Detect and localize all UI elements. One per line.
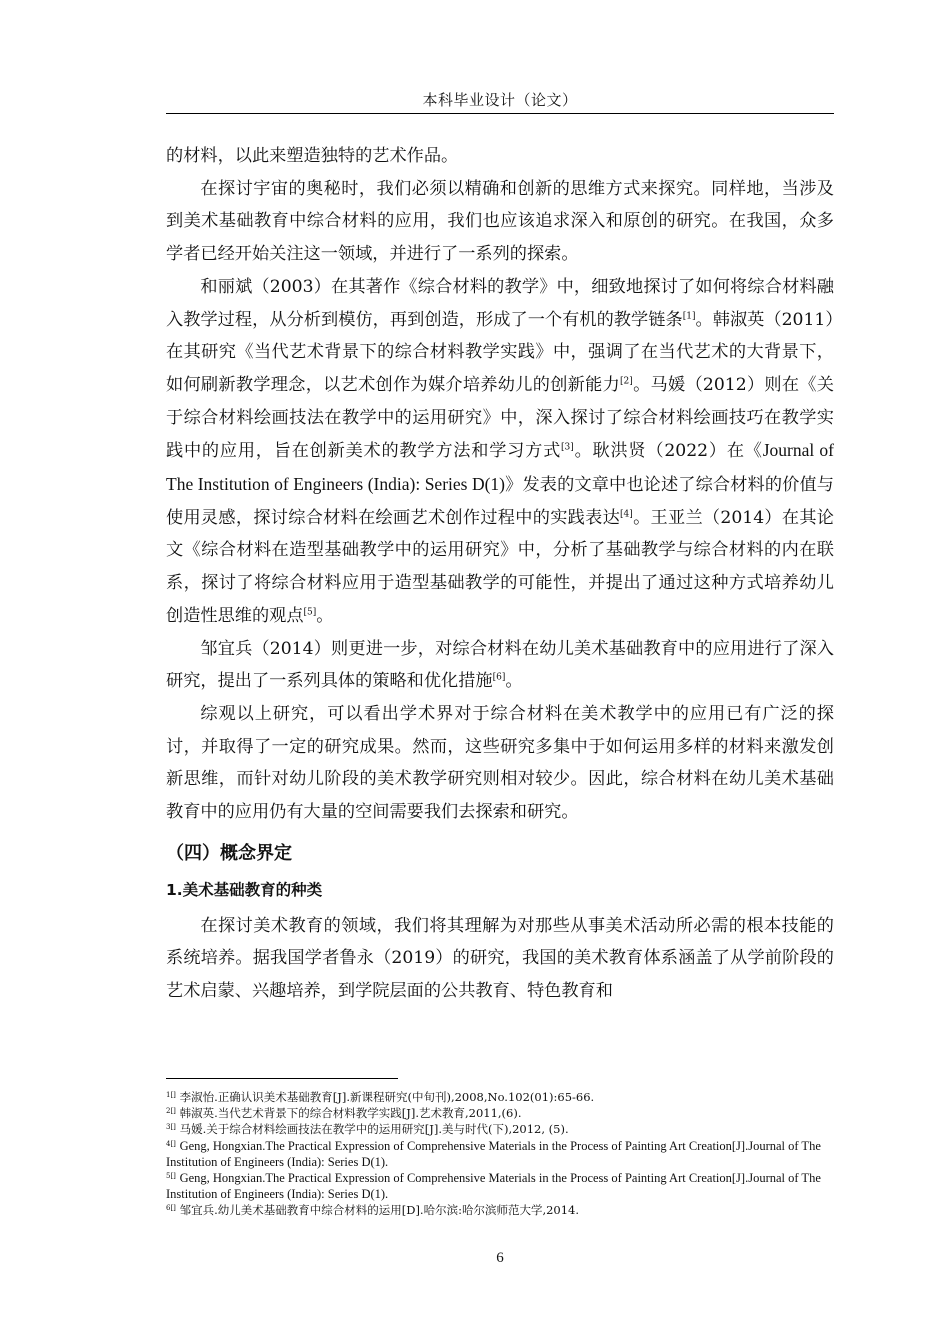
lit-sentence-5: 。王亚兰（2014）在其论文《综合材料在造型基础教学中的运用研究》中，分析了基础教学与综合材料的内在联系，探讨了将综合材料应用于造型基础教学的可能性，并提出了通过这种方式培养幼儿创造性思维的观点 (166, 507, 834, 626)
footnotes (166, 1089, 834, 1219)
citation-ref-2[interactable]: [2] (620, 376, 633, 387)
footnote-text: 马媛.关于综合材料绘画技法在教学中的运用研究[J].美与时代(下),2012, (5). (179, 1122, 569, 1137)
lit-sentence-6: 。 (316, 605, 334, 626)
lit-sentence-4c: 》发表的文章中也论述了综合材料的价值与使用灵感，探讨综合材料在绘画艺术创作过程中的实践表达 (166, 475, 834, 528)
footnote-mark: 1[] (166, 1090, 176, 1099)
paragraph-intro: 在探讨宇宙的奥秘时，我们必须以精确和创新的思维方式来探究。同样地，当涉及到美术基础教育中综合材料的应用，我们也应该追求深入和原创的研究。在我国，众多学者已经开始关注这一领域，并进行了一系列的探索。 (166, 178, 834, 265)
lit-sentence-3: 。马媛（2012）则在《关于综合材料绘画技法在教学中的运用研究》中，深入探讨了综合材料绘画技巧在教学实践中的应用，旨在创新美术的教学方法和学习方式 (166, 374, 834, 462)
citation-ref-6[interactable]: [6] (492, 672, 506, 683)
section-heading: （四）概念界定 (166, 842, 292, 864)
footnote-mark: 2[] (166, 1107, 176, 1116)
footnote (166, 1121, 834, 1137)
body-text (166, 140, 834, 1008)
footnote-text: 邹宜兵.幼儿美术基础教育中综合材料的运用[D].哈尔滨:哈尔滨师范大学,2014. (179, 1203, 580, 1218)
footnote (166, 1105, 834, 1121)
footnote-text: 李淑怡.正确认识美术基础教育[J].新课程研究(中旬刊),2008,No.102(01):65-66. (179, 1090, 595, 1104)
paragraph-literature-review (166, 271, 834, 633)
running-header: 本科毕业设计（论文） (422, 91, 578, 109)
footnote-text: 韩淑英.当代艺术背景下的综合材料教学实践[J].艺术教育,2011,(6). (179, 1106, 522, 1121)
footnote-mark: 4[] (166, 1139, 176, 1148)
citation-ref-1[interactable]: [1] (682, 311, 696, 322)
footnote-separator (166, 1078, 398, 1079)
lit-sentence-4a: 。耿洪贤（2022）在《 (573, 441, 763, 462)
page-number: 6 (496, 1250, 504, 1266)
paragraph-summary: 综观以上研究，可以看出学术界对于综合材料在美术教学中的应用已有广泛的探讨，并取得了一定的研究成果。然而，这些研究多集中于如何运用多样的材料来激发创新思维，而针对幼儿阶段的美术教学研究则相对较少。因此，综合材料在幼儿美术基础教育中的应用仍有大量的空间需要我们去探索和研究。 (166, 703, 834, 823)
lit-sentence-1: 和丽斌（2003）在其著作《综合材料的教学》中，细致地探讨了如何将综合材料融入教学过程，从分析到模仿，再到创造，形成了一个有机的教学链条 (166, 276, 834, 330)
footnote-mark: 5[] (166, 1171, 176, 1180)
citation-ref-3[interactable]: [3] (561, 443, 574, 454)
subsection-heading: 1.美术基础教育的种类 (166, 880, 323, 899)
citation-ref-4[interactable]: [4] (620, 509, 633, 520)
footnote (166, 1202, 834, 1218)
footnote (166, 1138, 834, 1170)
paragraph-zou (166, 633, 834, 698)
zou-sentence-end: 。 (505, 671, 523, 692)
footnote-mark: 6[] (166, 1204, 176, 1213)
lit-sentence-2: 。韩淑英（2011）在其研究《当代艺术背景下的综合材料教学实践》中，强调了在当代艺术的大背景下，如何刷新教学理念，以艺术创作为媒介培养幼儿的创新能力 (166, 309, 834, 395)
footnote (166, 1170, 834, 1202)
header-rule (166, 113, 834, 114)
zou-sentence: 邹宜兵（2014）则更进一步，对综合材料在幼儿美术基础教育中的应用进行了深入研究，提出了一系列具体的策略和优化措施 (166, 638, 834, 692)
footnote-text: Geng, Hongxian.The Practical Expression of Comprehensive Materials in the Process of Painting Art Creation[J].Journal of The Institution of Engineers (India): Series D(1). (166, 1171, 821, 1202)
citation-ref-5[interactable]: [5] (303, 607, 317, 618)
footnote (166, 1089, 834, 1105)
footnote-text: Geng, Hongxian.The Practical Expression of Comprehensive Materials in the Process of Painting Art Creation[J].Journal of The Institution of Engineers (India): Series D(1). (166, 1138, 821, 1169)
journal-title: Journal of The Institution of Engineers (India): Series D(1) (166, 440, 834, 495)
footnote-mark: 3[] (166, 1123, 176, 1132)
paragraph-art-education: 在探讨美术教育的领域，我们将其理解为对那些从事美术活动所必需的根本技能的系统培养。据我国学者鲁永（2019）的研究，我国的美术教育体系涵盖了从学前阶段的艺术启蒙、兴趣培养，到学院层面的公共教育、特色教育和 (166, 915, 834, 1002)
paragraph-continued: 的材料，以此来塑造独特的艺术作品。 (166, 146, 459, 166)
